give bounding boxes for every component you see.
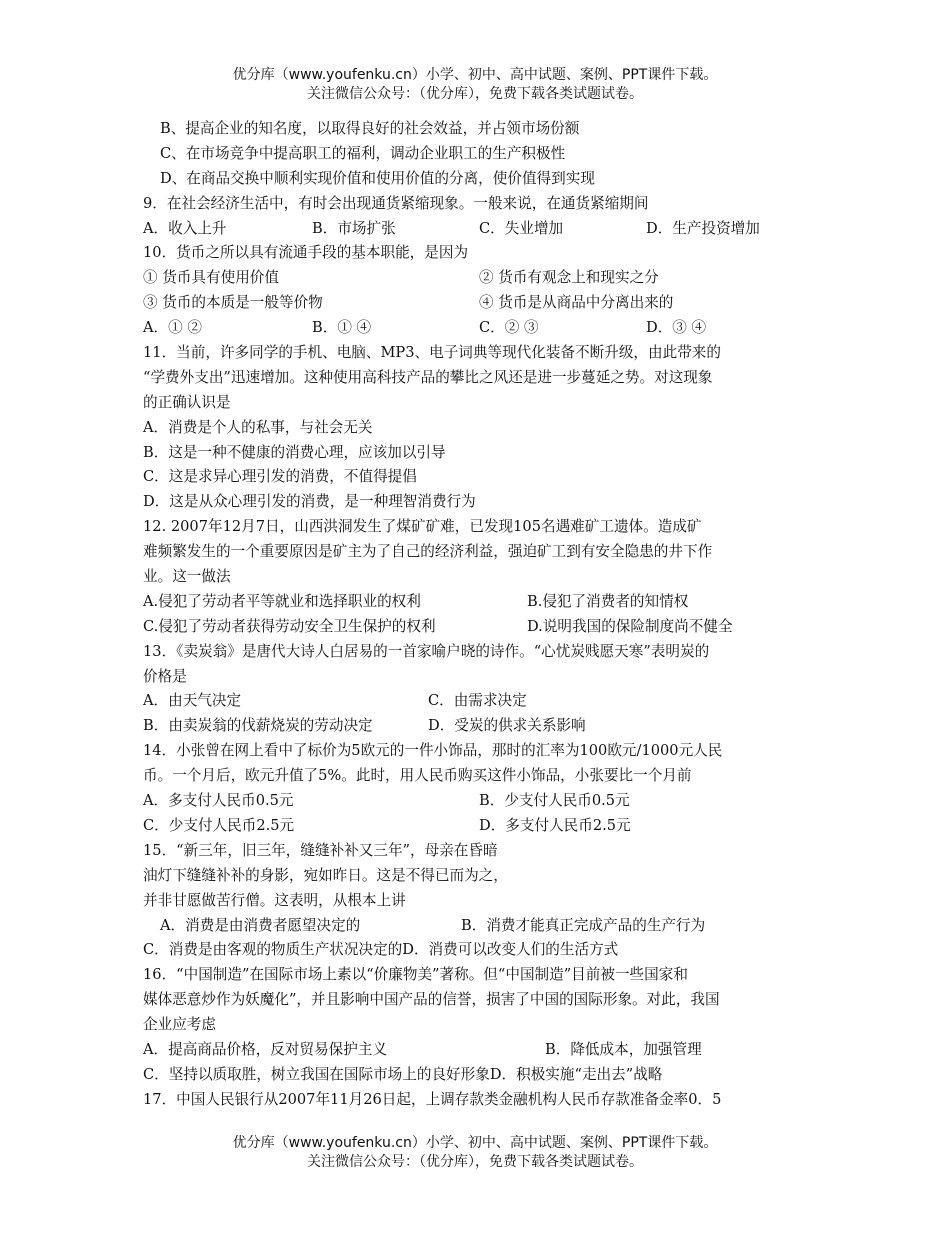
q10-options <box>143 316 823 341</box>
q10-statement-2: ② 货币有观念上和现实之分 <box>479 269 659 287</box>
q10-statements-row-1 <box>143 266 823 291</box>
q15-option-b: B．消费才能真正完成产品的生产行为 <box>461 916 706 934</box>
q10-option-a: A．① ② <box>143 319 202 337</box>
q16-option-a: A．提高商品价格，反对贸易保护主义 <box>143 1040 388 1058</box>
exam-body <box>143 117 823 1113</box>
q15-options-row-2: C．消费是由客观的物质生产状况决定的D．消费可以改变人们的生活方式 <box>143 941 619 959</box>
q16-stem-line-3: 企业应考虑 <box>143 1016 216 1034</box>
q17-stem-line-1: 17．中国人民银行从2007年11月26日起，上调存款类金融机构人民币存款准备金率0．5 <box>143 1090 722 1108</box>
q15-option-a: A．消费是由消费者愿望决定的 <box>160 916 361 934</box>
q12-stem-line-3: 业。这一做法 <box>143 568 231 586</box>
q9-option-b: B．市场扩张 <box>312 219 396 237</box>
footer-line-2: 关注微信公众号：（优分库），免费下载各类试题试卷。 <box>307 1154 643 1170</box>
q9-options <box>143 217 823 242</box>
q10-option-c: C．② ③ <box>479 319 539 337</box>
q16-options-row-1 <box>143 1038 823 1063</box>
q14-option-d: D．多支付人民币2.5元 <box>479 816 631 834</box>
q11-option-b: B．这是一种不健康的消费心理，应该加以引导 <box>143 443 446 461</box>
q9-option-a: A．收入上升 <box>143 219 227 237</box>
q13-option-c: C．由需求决定 <box>428 692 527 710</box>
q11-stem-line-3: 的正确认识是 <box>143 393 231 411</box>
page-footer <box>0 1134 950 1172</box>
q16-option-b: B．降低成本，加强管理 <box>545 1040 702 1058</box>
q13-option-b: B．由卖炭翁的伐薪烧炭的劳动决定 <box>143 717 373 735</box>
q10-statement-4: ④ 货币是从商品中分离出来的 <box>479 294 674 312</box>
q13-options-row-1 <box>143 689 823 714</box>
q10-statement-3: ③ 货币的本质是一般等价物 <box>143 294 323 312</box>
q12-stem-line-1: 12. 2007年12月7日，山西洪洞发生了煤矿矿难，已发现105名遇难矿工遗体。造成矿 <box>143 518 702 536</box>
q14-option-b: B．少支付人民币0.5元 <box>479 792 630 810</box>
q10-statements-row-2 <box>143 291 823 316</box>
q16-stem-line-1: 16．“中国制造”在国际市场上素以“价廉物美”著称。但“中国制造”目前被一些国家和 <box>143 966 688 984</box>
q11-stem-line-1: 11．当前，许多同学的手机、电脑、MP3、电子词典等现代化装备不断升级，由此带来的 <box>143 344 721 362</box>
q13-option-d: D．受炭的供求关系影响 <box>428 717 586 735</box>
q8-option-d: D、在商品交换中顺利实现价值和使用价值的分离，使价值得到实现 <box>160 169 595 187</box>
q12-option-a: A.侵犯了劳动者平等就业和选择职业的权利 <box>143 592 421 610</box>
q15-options-row-1 <box>143 914 823 939</box>
q12-option-d: D.说明我国的保险制度尚不健全 <box>527 617 733 635</box>
q14-options-row-1 <box>143 789 823 814</box>
q16-stem-line-2: 媒体恶意炒作为妖魔化”，并且影响中国产品的信誉，损害了中国的国际形象。对此，我国 <box>143 991 720 1009</box>
q15-stem-line-2: 油灯下缝缝补补的身影，宛如昨日。这是不得已而为之， <box>143 866 508 884</box>
q12-options-row-1 <box>143 590 823 615</box>
q15-stem-line-1: 15．“新三年，旧三年，缝缝补补又三年”，母亲在昏暗 <box>143 841 498 859</box>
q13-options-row-2 <box>143 714 823 739</box>
page-header <box>0 66 950 104</box>
q13-stem-line-1: 13．《卖炭翁》是唐代大诗人白居易的一首家喻户晓的诗作。“心忧炭贱愿天寒”表明炭的 <box>143 642 710 660</box>
header-line-2: 关注微信公众号：（优分库），免费下载各类试题试卷。 <box>307 86 643 102</box>
q14-stem-line-1: 14．小张曾在网上看中了标价为5欧元的一件小饰品，那时的汇率为100欧元/1000元人民 <box>143 742 723 760</box>
q14-options-row-2 <box>143 814 823 839</box>
q12-option-b: B.侵犯了消费者的知情权 <box>527 592 689 610</box>
q9-option-d: D．生产投资增加 <box>646 219 760 237</box>
q11-stem-line-2: “学费外支出”迅速增加。这种使用高科技产品的攀比之风还是进一步蔓延之势。对这现象 <box>143 368 713 386</box>
q13-option-a: A．由天气决定 <box>143 692 242 710</box>
q15-stem-line-3: 并非甘愿做苦行僧。这表明，从根本上讲 <box>143 891 406 909</box>
q13-stem-line-2: 价格是 <box>143 667 187 685</box>
q11-option-c: C．这是求异心理引发的消费，不值得提倡 <box>143 468 417 486</box>
q10-option-b: B．① ④ <box>312 319 372 337</box>
q9-stem: 9．在社会经济生活中，有时会出现通货紧缩现象。一般来说，在通货紧缩期间 <box>143 194 649 212</box>
header-line-1: 优分库（www.youfenku.cn）小学、初中、高中试题、案例、PPT课件下载。 <box>232 67 718 83</box>
q8-option-c: C、在市场竞争中提高职工的福利，调动企业职工的生产积极性 <box>160 144 566 162</box>
q10-stem: 10．货币之所以具有流通手段的基本职能，是因为 <box>143 244 469 262</box>
q12-option-c: C.侵犯了劳动者获得劳动安全卫生保护的权利 <box>143 617 436 635</box>
q12-stem-line-2: 难频繁发生的一个重要原因是矿主为了自己的经济利益，强迫矿工到有安全隐患的井下作 <box>143 543 713 561</box>
q9-option-c: C．失业增加 <box>479 219 564 237</box>
q10-statement-1: ① 货币具有使用价值 <box>143 269 279 287</box>
footer-line-1: 优分库（www.youfenku.cn）小学、初中、高中试题、案例、PPT课件下载。 <box>232 1135 718 1151</box>
q11-option-a: A．消费是个人的私事，与社会无关 <box>143 418 373 436</box>
q8-option-b: B、提高企业的知名度，以取得良好的社会效益，并占领市场份额 <box>160 120 580 137</box>
q14-stem-line-2: 币。一个月后，欧元升值了5%。此时，用人民币购买这件小饰品，小张要比一个月前 <box>143 767 692 785</box>
q11-option-d: D．这是从众心理引发的消费，是一种理智消费行为 <box>143 493 476 511</box>
q14-option-a: A．多支付人民币0.5元 <box>143 792 294 810</box>
q12-options-row-2 <box>143 615 823 640</box>
q16-options-row-2: C．坚持以质取胜，树立我国在国际市场上的良好形象D．积极实施“走出去”战略 <box>143 1065 663 1083</box>
q10-option-d: D．③ ④ <box>646 319 707 337</box>
q14-option-c: C．少支付人民币2.5元 <box>143 816 295 834</box>
